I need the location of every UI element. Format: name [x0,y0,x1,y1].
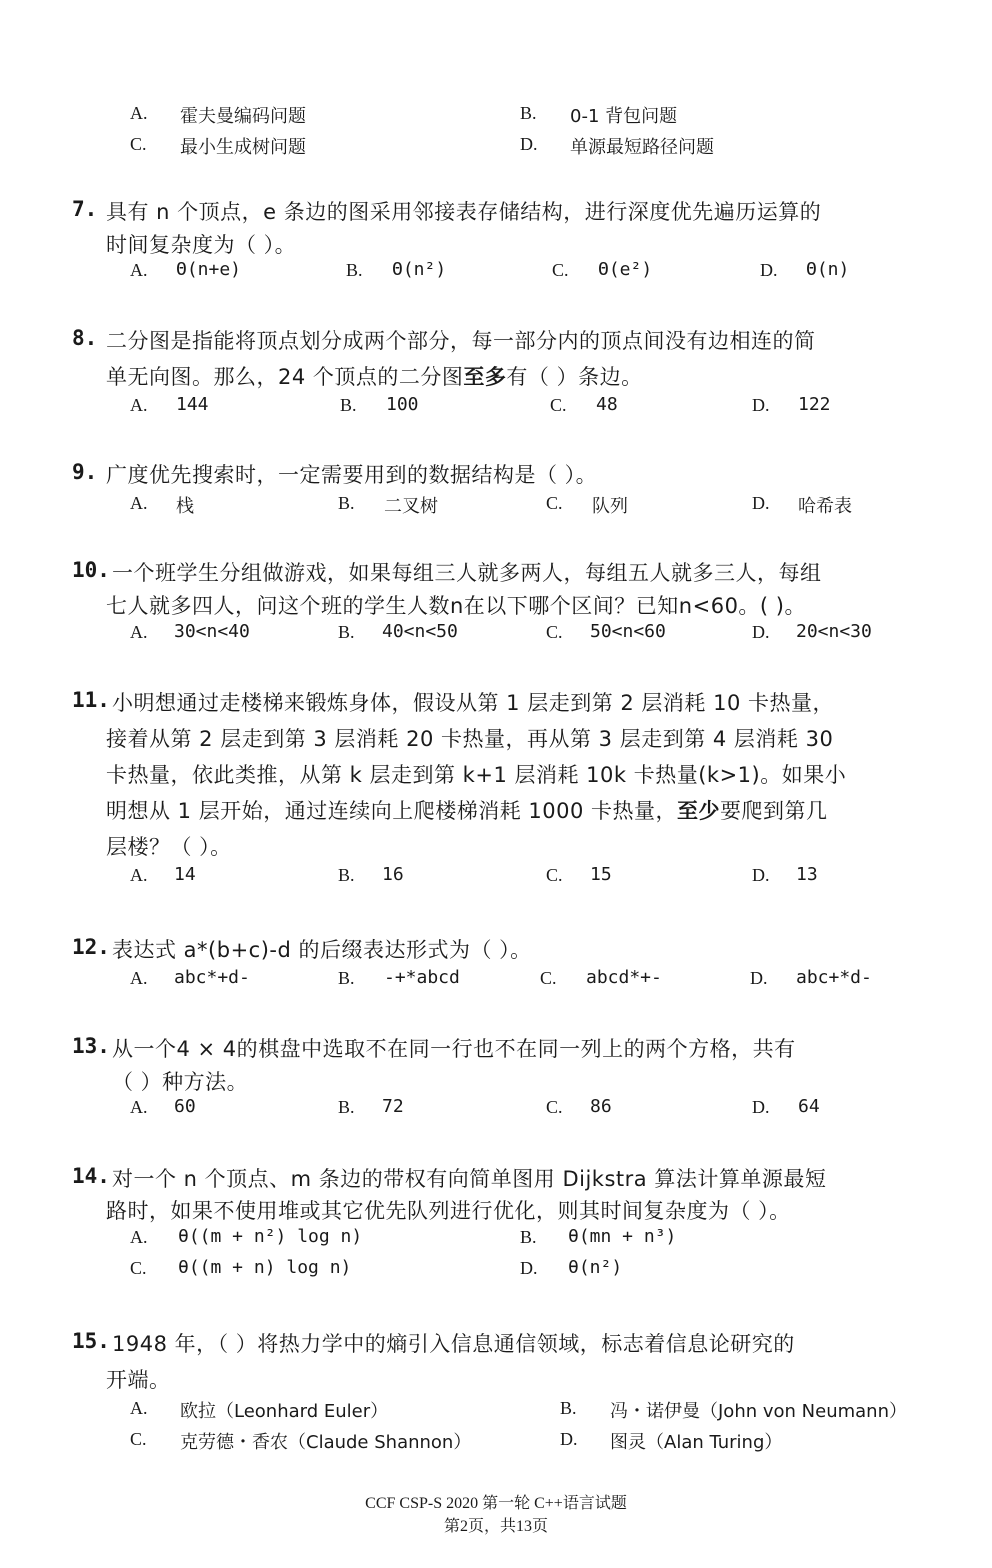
question-text: 路时，如果不使用堆或其它优先队列进行优化，则其时间复杂度为（ ）。 [106,1199,791,1223]
option-text: 15 [590,864,612,885]
question-number: 14. [72,1164,110,1188]
option-label: C. [130,1429,147,1449]
option-text: 哈希表 [798,496,852,517]
option-text: 100 [386,394,419,415]
option-text: 20<n<30 [796,621,872,642]
option-text: 霍夫曼编码问题 [180,106,306,127]
option-label: D. [760,260,778,280]
option-text: 克劳德・香农（Claude Shannon） [180,1432,472,1453]
option-text: abc+*d- [796,967,872,988]
option-label: A. [130,1398,148,1418]
question-number: 11. [72,688,110,712]
option-label: D. [520,1258,538,1278]
question-text: 小明想通过走楼梯来锻炼身体，假设从第 1 层走到第 2 层消耗 10 卡热量， [112,691,834,715]
option-text: 48 [596,394,618,415]
option-text: 图灵（Alan Turing） [610,1432,783,1453]
option-label: D. [752,1097,770,1117]
question-number: 7. [72,197,98,221]
text-run: 有（ ）条边。 [506,365,643,389]
option-text: 72 [382,1096,404,1117]
option-text: Θ(e²) [598,259,653,280]
question-text: 从一个4 × 4的棋盘中选取不在同一行也不在同一列上的两个方格，共有 [112,1037,796,1061]
option-text: -+*abcd [384,967,460,988]
option-label: C. [130,1258,147,1278]
option-text: 50<n<60 [590,621,666,642]
option-label: B. [340,395,357,415]
question-text: 开端。 [106,1368,171,1392]
option-label: B. [338,968,355,988]
question-number: 15. [72,1329,110,1353]
footer-page-number: 第2页，共13页 [443,1518,548,1535]
option-label: A. [130,260,148,280]
option-label: B. [560,1398,577,1418]
option-label: B. [346,260,363,280]
option-text: θ((m + n) log n) [178,1257,352,1278]
option-label: B. [338,1097,355,1117]
option-text: 40<n<50 [382,621,458,642]
option-text: 单源最短路径问题 [570,137,714,158]
option-text: 64 [798,1096,820,1117]
option-label: C. [552,260,569,280]
option-label: B. [520,1227,537,1247]
question-text: 时间复杂度为（ ）。 [106,233,297,257]
option-label: B. [520,103,537,123]
question-text: （ ）种方法。 [112,1070,249,1094]
option-label: A. [130,1227,148,1247]
option-label: C. [540,968,557,988]
option-label: C. [130,134,147,154]
question-text: 表达式 a*(b+c)-d 的后缀表达形式为（ ）。 [112,938,532,962]
option-text: 欧拉（Leonhard Euler） [180,1401,389,1422]
question-text: 卡热量，依此类推，从第 k 层走到第 k+1 层消耗 10k 卡热量(k>1)。如果小 [106,763,847,787]
question-text: 具有 n 个顶点，e 条边的图采用邻接表存储结构，进行深度优先遍历运算的 [106,200,822,224]
option-label: B. [338,865,355,885]
question-text: 一个班学生分组做游戏，如果每组三人就多两人，每组五人就多三人，每组 [112,561,822,585]
question-number: 10. [72,558,110,582]
option-label: A. [130,622,148,642]
question-number: 8. [72,326,98,350]
option-label: D. [750,968,768,988]
question-text: 对一个 n 个顶点、m 条边的带权有向简单图用 Dijkstra 算法计算单源最短 [112,1167,827,1191]
option-text: 冯・诺伊曼（John von Neumann） [610,1401,907,1422]
option-label: C. [546,865,563,885]
option-label: A. [130,968,148,988]
option-text: θ(mn + n³) [568,1226,677,1247]
question-text-line2 [106,361,643,391]
question-text: 1948 年，（ ）将热力学中的熵引入信息通信领域，标志着信息论研究的 [112,1332,795,1356]
option-text: 13 [796,864,818,885]
text-run: 要爬到第几 [720,799,828,823]
option-text: 144 [176,394,209,415]
option-text: 86 [590,1096,612,1117]
option-label: D. [752,622,770,642]
option-label: C. [546,493,563,513]
option-text: 30<n<40 [174,621,250,642]
option-label: B. [338,622,355,642]
option-label: D. [752,865,770,885]
question-number: 9. [72,460,98,484]
question-text: 广度优先搜索时，一定需要用到的数据结构是（ ）。 [106,463,598,487]
question-text: 层楼？（ ）。 [106,835,232,859]
emphasis-text: 至少 [677,799,721,823]
option-text: θ(n²) [568,1257,623,1278]
option-text: 最小生成树问题 [180,137,306,158]
emphasis-text: 至多 [463,365,507,389]
option-label: D. [520,134,538,154]
question-text-line4 [106,795,828,825]
option-label: A. [130,1097,148,1117]
option-text: abc*+d- [174,967,250,988]
option-label: D. [752,395,770,415]
question-number: 12. [72,935,110,959]
option-text: abcd*+- [586,967,662,988]
option-text: Θ(n) [806,259,850,280]
option-text: Θ(n+e) [176,259,242,280]
footer-title: CCF CSP-S 2020 第一轮 C++语言试题 [365,1495,627,1512]
text-run: 单无向图。那么，24 个顶点的二分图 [106,365,464,389]
option-text: 二叉树 [384,496,438,517]
question-text: 二分图是指能将顶点划分成两个部分，每一部分内的顶点间没有边相连的简 [106,329,816,353]
option-text: 队列 [592,496,628,517]
option-label: A. [130,395,148,415]
option-text: 0-1 背包问题 [570,106,678,127]
option-label: D. [752,493,770,513]
option-label: A. [130,493,148,513]
option-text: 60 [174,1096,196,1117]
option-label: B. [338,493,355,513]
option-text: 栈 [176,496,194,517]
text-run: 明想从 1 层开始，通过连续向上爬楼梯消耗 1000 卡热量， [106,799,678,823]
question-number: 13. [72,1034,110,1058]
option-label: A. [130,103,148,123]
option-text: Θ(n²) [392,259,447,280]
option-text: 14 [174,864,196,885]
option-text: 122 [798,394,831,415]
option-text: 16 [382,864,404,885]
option-label: C. [546,1097,563,1117]
option-label: C. [550,395,567,415]
question-text: 七人就多四人，问这个班的学生人数n在以下哪个区间？已知n<60。( )。 [106,594,806,618]
option-label: D. [560,1429,578,1449]
option-label: C. [546,622,563,642]
question-text: 接着从第 2 层走到第 3 层消耗 20 卡热量，再从第 3 层走到第 4 层消耗 30 [106,727,834,751]
option-text: θ((m + n²) log n) [178,1226,363,1247]
option-label: A. [130,865,148,885]
